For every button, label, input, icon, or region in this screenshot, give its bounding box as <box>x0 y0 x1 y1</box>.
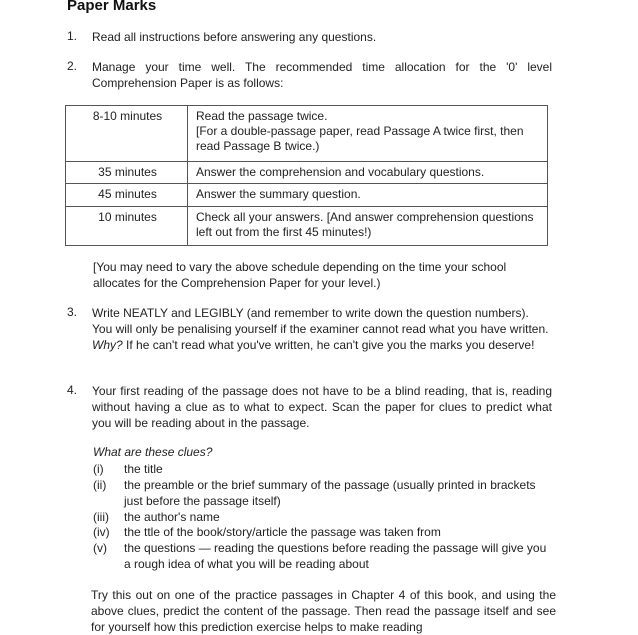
clue-text: the questions — reading the questions before reading the passage will give you a rough idea of what you will be reading about <box>124 541 547 571</box>
schedule-note: [You may need to vary the above schedule depending on the time your school allocates for the Comprehension Paper for your level.) <box>93 260 507 290</box>
task-cell: Answer the summary question. <box>188 184 548 207</box>
clue-number: (i) <box>93 462 104 476</box>
time-cell: 35 minutes <box>66 161 188 184</box>
time-cell: 45 minutes <box>66 184 188 207</box>
clue-number: (iv) <box>93 525 110 539</box>
item-number-1: 1. <box>67 29 78 43</box>
table-row <box>66 106 548 162</box>
task-cell: Read the passage twice. [For a double-passage paper, read Passage A twice first, then read Passage B twice.) <box>188 106 548 162</box>
instruction-1: Read all instructions before answering any questions. <box>92 30 377 44</box>
clue-number: (v) <box>93 541 107 555</box>
instruction-3-emphasis: Why? <box>92 338 123 352</box>
instruction-3-text: Write NEATLY and LEGIBLY (and remember to write down the question numbers). You will only be penalising yourself if the examiner cannot read what you have written. <box>92 306 549 336</box>
item-number-4: 4. <box>67 383 78 397</box>
task-cell: Answer the comprehension and vocabulary questions. <box>188 161 548 184</box>
clue-number: (ii) <box>93 478 107 492</box>
table-row <box>66 161 548 184</box>
time-cell: 8-10 minutes <box>66 106 188 162</box>
instruction-3-text-cont: If he can't read what you've written, he can't give you the marks you deserve! <box>122 338 535 352</box>
clue-text: the ttle of the book/story/article the passage was taken from <box>124 525 441 539</box>
table-row <box>66 206 548 245</box>
instruction-4: Your first reading of the passage does not have to be a blind reading, that is, reading without having a clue as to what to expect. Scan the paper for clues to predict what you will be reading about in the passage. <box>92 384 552 430</box>
task-cell: Check all your answers. [And answer comprehension questions left out from the first 45 minutes!) <box>188 206 548 245</box>
table-row <box>66 184 548 207</box>
item-number-3: 3. <box>67 305 78 319</box>
time-allocation-table <box>65 105 548 246</box>
clue-text: the title <box>124 462 163 476</box>
instruction-2: Manage your time well. The recommended time allocation for the '0' level Comprehension Paper is as follows: <box>92 60 552 90</box>
page-title: Paper Marks <box>67 0 157 14</box>
time-cell: 10 minutes <box>66 206 188 245</box>
instruction-3 <box>92 305 552 353</box>
clue-text: the preamble or the brief summary of the passage (usually printed in brackets just before the passage itself) <box>124 478 536 508</box>
clue-number: (iii) <box>93 510 109 524</box>
clue-text: the author's name <box>124 510 220 524</box>
item-number-2: 2. <box>67 59 78 73</box>
closing-paragraph: Try this out on one of the practice passages in Chapter 4 of this book, and using the above clues, predict the content of the passage. Then read the passage itself and see for yourself how this prediction exercise helps to make reading <box>91 588 556 634</box>
clues-heading: What are these clues? <box>93 445 213 459</box>
